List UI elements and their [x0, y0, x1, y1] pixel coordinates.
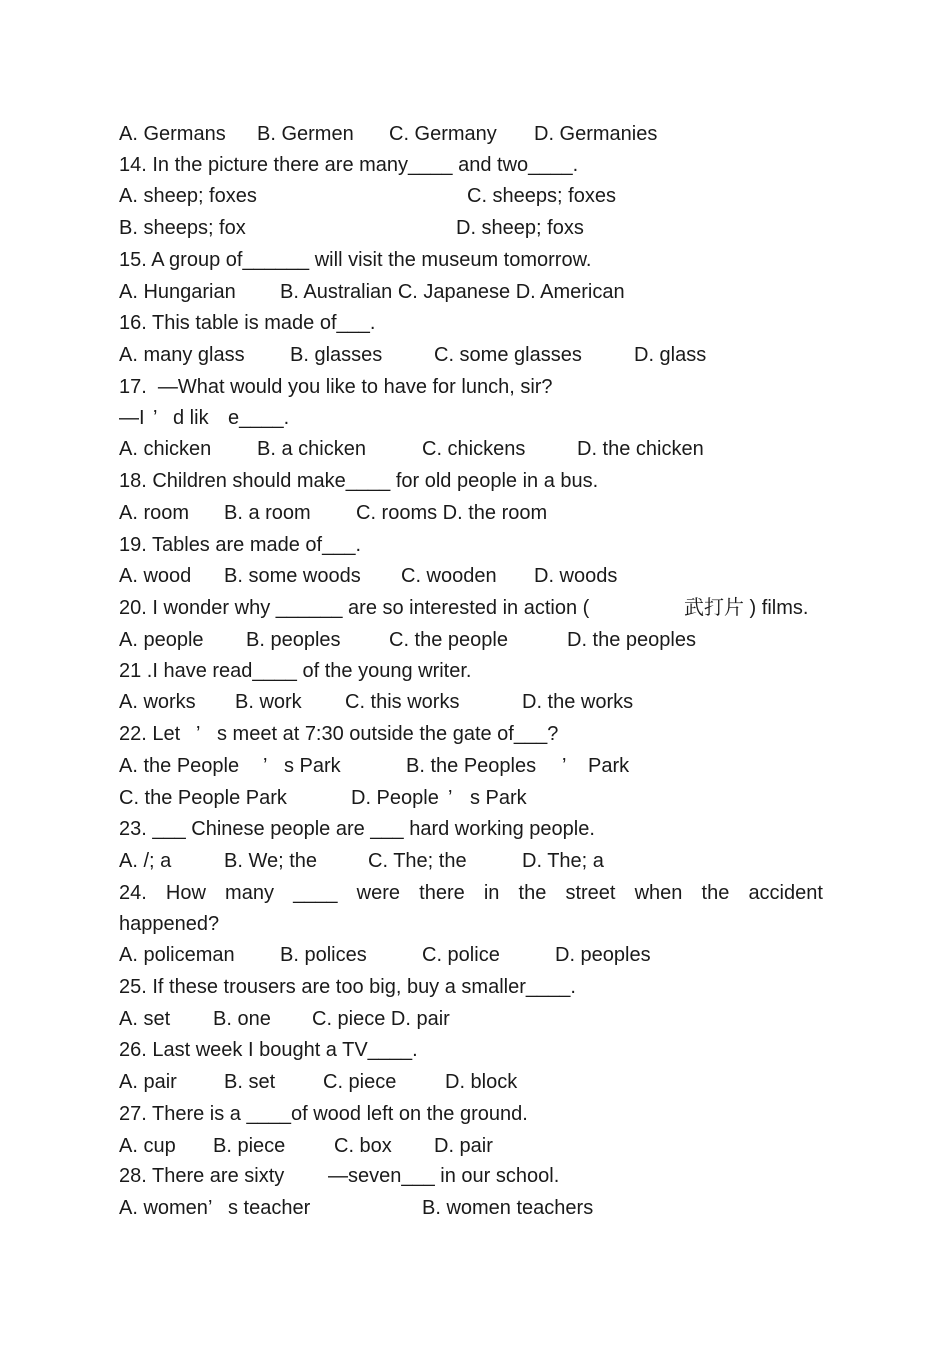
option-c: C. police — [422, 944, 500, 966]
option-c: C. this works — [345, 691, 460, 713]
question-23 — [119, 815, 595, 843]
word: 24. — [119, 882, 147, 904]
option-cd: C. piece D. pair — [312, 1008, 450, 1030]
question-22 — [119, 720, 559, 748]
question-text: 14. In the picture there are many____ and two____. — [119, 154, 579, 176]
question-text: 23. ___ Chinese people are ___ hard working people. — [119, 818, 595, 840]
option-d-cont: s Park — [470, 787, 527, 809]
question-text-cont: s meet at 7:30 outside the gate of___? — [217, 723, 559, 745]
option-bcd: B. Australian C. Japanese D. American — [280, 281, 625, 303]
option-d: D. peoples — [555, 944, 651, 966]
options-line-19 — [119, 562, 618, 590]
reply-part: d lik — [173, 407, 209, 429]
word: accident — [748, 882, 823, 904]
options-line-28 — [119, 1194, 594, 1222]
options-line-20 — [119, 626, 696, 654]
options-line-15 — [119, 278, 625, 306]
question-24 — [119, 879, 823, 907]
option-b-cont: Park — [588, 755, 630, 777]
options-line-14b — [119, 214, 584, 242]
question-15 — [119, 246, 592, 274]
option-a: A. room — [119, 502, 190, 524]
question-text: 16. This table is made of___. — [119, 312, 376, 334]
dialogue-reply-17 — [119, 404, 290, 432]
apostrophe: ’ — [153, 407, 158, 429]
question-text-cont: 武打片 ) films. — [684, 597, 809, 619]
option-b: B. piece — [213, 1135, 286, 1157]
apostrophe: ’ — [448, 787, 453, 809]
option-b: B. work — [235, 691, 302, 713]
reply-part: e____. — [228, 407, 290, 429]
option-a: A. /; a — [119, 850, 172, 872]
question-24-cont — [119, 910, 220, 938]
word: there — [419, 882, 465, 904]
question-text: 27. There is a ____of wood left on the ground. — [119, 1103, 528, 1125]
option-d: D. woods — [534, 565, 618, 587]
question-28 — [119, 1162, 560, 1190]
options-line-13 — [119, 120, 658, 148]
options-line-25 — [119, 1005, 450, 1033]
question-text: 20. I wonder why ______ are so interested in action ( — [119, 597, 590, 619]
word: How — [165, 882, 206, 904]
options-line-21 — [119, 688, 634, 716]
options-line-22a — [119, 752, 630, 780]
options-line-23 — [119, 847, 604, 875]
option-d: D. the chicken — [577, 438, 704, 460]
question-25 — [119, 973, 576, 1001]
option-b: B. We; the — [224, 850, 318, 872]
option-d: D. People — [351, 787, 439, 809]
option-a: A. wood — [119, 565, 192, 587]
option-c: C. some glasses — [434, 344, 582, 366]
option-c: C. the People Park — [119, 787, 287, 809]
option-a: A. women — [119, 1197, 208, 1219]
option-a: A. sheep; foxes — [119, 185, 257, 207]
options-line-26 — [119, 1068, 518, 1096]
option-b: B. glasses — [290, 344, 383, 366]
option-a: A. pair — [119, 1071, 177, 1093]
option-a: A. policeman — [119, 944, 235, 966]
option-cd: C. rooms D. the room — [356, 502, 548, 524]
question-text: 21 .I have read____ of the young writer. — [119, 660, 472, 682]
question-text: 18. Children should make____ for old people in a bus. — [119, 470, 599, 492]
option-b: B. a chicken — [257, 438, 366, 460]
options-line-22b — [119, 784, 527, 812]
question-17 — [119, 373, 553, 401]
option-d: D. block — [445, 1071, 518, 1093]
question-text: happened? — [119, 913, 220, 935]
option-b: B. sheeps; fox — [119, 217, 246, 239]
option-b: B. the Peoples — [406, 755, 537, 777]
options-line-18 — [119, 499, 548, 527]
option-b: B. Germen — [257, 123, 354, 145]
question-20 — [119, 594, 809, 622]
option-a: A. people — [119, 629, 204, 651]
word: when — [634, 882, 683, 904]
option-b: B. set — [224, 1071, 276, 1093]
question-18 — [119, 467, 599, 495]
question-text: 22. Let — [119, 723, 181, 745]
option-a: A. Germans — [119, 123, 226, 145]
option-a: A. works — [119, 691, 196, 713]
question-text: 26. Last week I bought a TV____. — [119, 1039, 418, 1061]
option-b: B. one — [213, 1008, 271, 1030]
apostrophe: ’ — [562, 755, 567, 777]
question-text: 28. There are sixty — [119, 1165, 285, 1187]
option-a-cont: s Park — [284, 755, 341, 777]
option-c: C. the people — [389, 629, 508, 651]
option-b: B. polices — [280, 944, 367, 966]
option-d: D. The; a — [522, 850, 604, 872]
option-d: D. the peoples — [567, 629, 696, 651]
apostrophe: ’ — [263, 755, 268, 777]
word: were — [356, 882, 401, 904]
option-a: A. many glass — [119, 344, 245, 366]
option-b: B. a room — [224, 502, 311, 524]
option-a: A. chicken — [119, 438, 212, 460]
question-text: 19. Tables are made of___. — [119, 534, 362, 556]
question-14 — [119, 151, 579, 179]
option-b: B. peoples — [246, 629, 341, 651]
question-26 — [119, 1036, 418, 1064]
option-b: B. some woods — [224, 565, 361, 587]
option-d: D. sheep; foxs — [456, 217, 584, 239]
option-a: A. Hungarian — [119, 281, 236, 303]
question-text: 17. —What would you like to have for lunch, sir? — [119, 376, 553, 398]
option-d: D. pair — [434, 1135, 493, 1157]
word: in — [483, 882, 500, 904]
options-line-17 — [119, 435, 704, 463]
options-line-27 — [119, 1132, 493, 1160]
question-27 — [119, 1100, 528, 1128]
option-a: A. set — [119, 1008, 171, 1030]
option-c: C. chickens — [422, 438, 526, 460]
options-line-14a — [119, 182, 616, 210]
option-d: D. glass — [634, 344, 707, 366]
apostrophe: ’ — [208, 1197, 213, 1219]
word: the — [701, 882, 730, 904]
option-c: C. sheeps; foxes — [467, 185, 616, 207]
option-c: C. piece — [323, 1071, 397, 1093]
word: street — [565, 882, 616, 904]
word: many — [225, 882, 274, 904]
reply-part: —I — [119, 407, 145, 429]
option-c: C. Germany — [389, 123, 497, 145]
options-line-16 — [119, 341, 707, 369]
options-line-24 — [119, 941, 651, 969]
question-16 — [119, 309, 376, 337]
option-d: D. Germanies — [534, 123, 658, 145]
option-a: A. the People — [119, 755, 240, 777]
option-c: C. box — [334, 1135, 392, 1157]
question-text: 15. A group of______ will visit the museum tomorrow. — [119, 249, 592, 271]
option-a: A. cup — [119, 1135, 176, 1157]
question-text-cont: —seven___ in our school. — [328, 1165, 560, 1187]
apostrophe: ’ — [196, 723, 201, 745]
question-21 — [119, 657, 472, 685]
word: ____ — [293, 882, 338, 904]
option-a-cont: s teacher — [228, 1197, 311, 1219]
option-b: B. women teachers — [422, 1197, 594, 1219]
word: the — [518, 882, 547, 904]
question-text: 25. If these trousers are too big, buy a smaller____. — [119, 976, 576, 998]
question-19 — [119, 531, 362, 559]
option-c: C. The; the — [368, 850, 467, 872]
option-d: D. the works — [522, 691, 634, 713]
option-c: C. wooden — [401, 565, 497, 587]
